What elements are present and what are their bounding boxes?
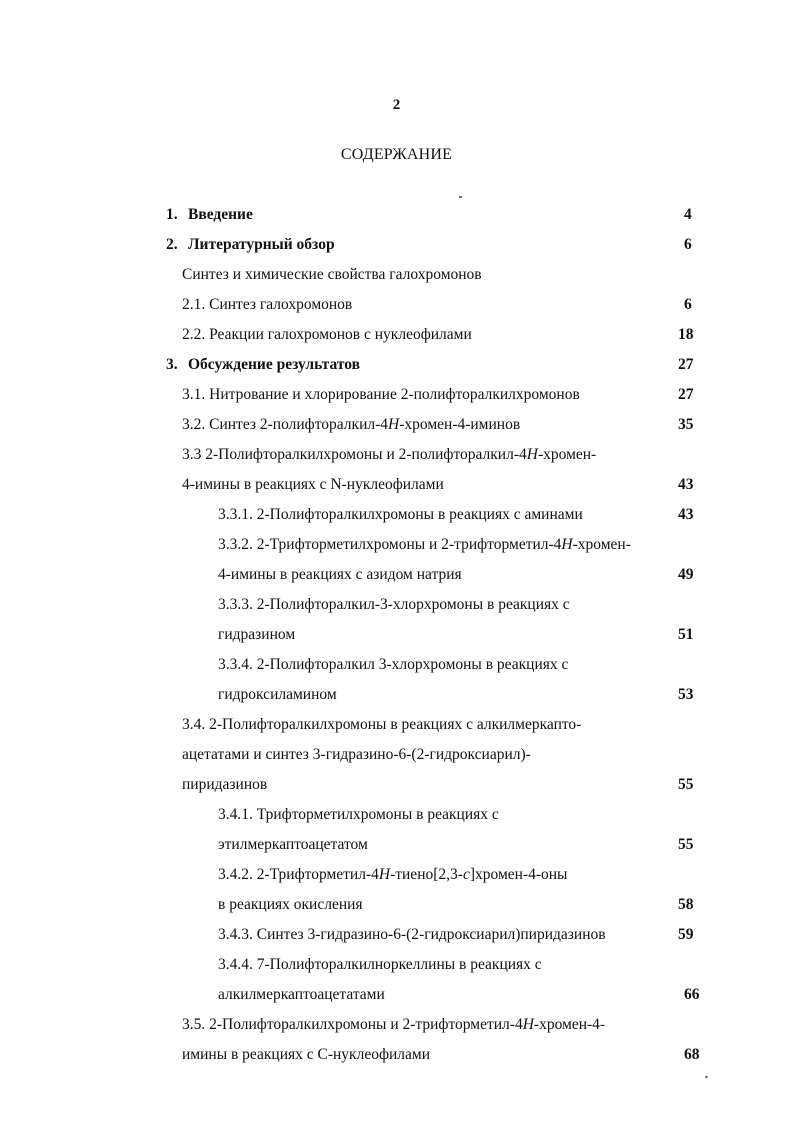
toc-entry-3-page: 27 — [678, 356, 694, 373]
toc-entry-3-4-page: 55 — [678, 776, 694, 793]
toc-entry-1 — [166, 206, 253, 224]
toc-entry-3-number: 3. — [166, 356, 178, 373]
toc-entry-3-2-text-b: -хромен-4-иминов — [399, 416, 521, 433]
toc-entry-3-2-italic: H — [388, 416, 400, 433]
toc-entry-3-5-italic: H — [522, 1016, 534, 1033]
toc-entry-3-3-4-line2: гидроксиламином — [218, 686, 337, 703]
toc-entry-3-3-4-page: 53 — [678, 686, 694, 703]
toc-entry-3-3-1: 3.3.1. 2-Полифторалкилхромоны в реакциях с аминами — [218, 506, 583, 523]
toc-entry-3-4-4-line1: 3.4.4. 7-Полифторалкилноркеллины в реакциях с — [218, 956, 542, 973]
toc-entry-3-5-page: 68 — [684, 1046, 700, 1063]
toc-entry-3-4-line2: ацетатами и синтез 3-гидразино-6-(2-гидроксиарил)- — [182, 746, 531, 763]
toc-entry-2-1-page: 6 — [684, 296, 692, 313]
toc-entry-3-3-2-text-b: -хромен- — [572, 536, 631, 553]
toc-entry-3-4-2-italic-1: H — [378, 866, 391, 883]
toc-entry-2-2: 2.2. Реакции галохромонов с нуклеофилами — [182, 326, 472, 343]
toc-entry-3-3-3-line1: 3.3.3. 2-Полифторалкил-3-хлорхромоны в реакциях с — [218, 596, 570, 613]
toc-entry-3-4-1-line2: этилмеркаптоацетатом — [218, 836, 368, 853]
toc-entry-2-2-page: 18 — [678, 326, 694, 343]
toc-entry-3-4-2-line2: в реакциях окисления — [218, 896, 363, 913]
toc-entry-3-3-line2: 4-имины в реакциях с N-нуклеофилами — [182, 476, 444, 493]
toc-entry-3-4-1-page: 55 — [678, 836, 694, 853]
toc-entry-3-4-2-italic-2: c — [462, 866, 470, 883]
toc-entry-2-number: 2. — [166, 236, 178, 253]
toc-entry-3-4-4-line2: алкилмеркаптоацетатами — [218, 986, 385, 1003]
toc-entry-3-3-3-line2: гидразином — [218, 626, 296, 643]
toc-entry-2-subtitle: Синтез и химические свойства галохромонов — [182, 266, 482, 283]
toc-entry-3-4-line3: пиридазинов — [182, 776, 268, 793]
scan-speck — [459, 196, 462, 198]
toc-entry-3-3-text-b: -хромен- — [537, 446, 597, 463]
toc-entry-2-1: 2.1. Синтез галохромонов — [182, 296, 353, 313]
toc-entry-2-page: 6 — [684, 236, 692, 253]
toc-entry-3-3-4-line1: 3.3.4. 2-Полифторалкил 3-хлорхромоны в реакциях с — [218, 656, 569, 673]
toc-entry-3-1-page: 27 — [678, 386, 694, 403]
toc-entry-3-4-2-line1 — [218, 866, 567, 884]
toc-entry-3-4-2-text-a: 3.4.2. 2-Трифторметил-4 — [218, 866, 379, 883]
toc-entry-3-2-page: 35 — [678, 416, 694, 433]
toc-entry-3-3-2-text-a: 3.3.2. 2-Трифторметилхромоны и 2-трифторметил-4 — [218, 536, 562, 553]
toc-entry-3-2-text-a: 3.2. Синтез 2-полифторалкил-4 — [182, 416, 389, 433]
toc-entry-3-3-text-a: 3.3 2-Полифторалкилхромоны и 2-полифторалкил-4 — [182, 446, 527, 463]
toc-entry-3-4-2-page: 58 — [678, 896, 694, 913]
toc-entry-3-4-line1: 3.4. 2-Полифторалкилхромоны в реакциях с алкилмеркапто- — [182, 716, 582, 733]
toc-entry-3-3-italic: H — [526, 446, 538, 463]
toc-entry-3-4-3-page: 59 — [678, 926, 694, 943]
toc-entry-3-title: Обсуждение результатов — [188, 356, 360, 373]
toc-entry-2-title: Литературный обзор — [188, 236, 335, 253]
toc-entry-3-4-2-text-c: ]хромен-4-оны — [469, 866, 568, 883]
toc-entry-2 — [166, 236, 335, 254]
page-number: 2 — [392, 97, 401, 113]
toc-entry-1-title: Введение — [188, 206, 253, 223]
toc-entry-3-4-4-page: 66 — [684, 986, 700, 1003]
toc-entry-3-1: 3.1. Нитрование и хлорирование 2-полифторалкилхромонов — [182, 386, 580, 403]
scan-speck — [705, 1075, 709, 1078]
toc-entry-3-5-text-a: 3.5. 2-Полифторалкилхромоны и 2-трифторметил-4 — [182, 1016, 523, 1033]
toc-entry-3-5-line1 — [182, 1016, 605, 1034]
toc-entry-3-3-2-line1 — [218, 536, 631, 554]
toc-entry-3-3-2-line2: 4-имины в реакциях с азидом натрия — [218, 566, 462, 583]
toc-entry-3 — [166, 356, 360, 374]
toc-entry-1-page: 4 — [684, 206, 692, 223]
toc-entry-3-3-page: 43 — [678, 476, 694, 493]
toc-entry-3-4-1-line1: 3.4.1. Трифторметилхромоны в реакциях с — [218, 806, 499, 823]
toc-entry-3-2 — [182, 416, 520, 434]
toc-entry-3-3-2-italic: H — [561, 536, 573, 553]
toc-entry-3-5-text-b: -хромен-4- — [533, 1016, 606, 1033]
toc-entry-3-4-3: 3.4.3. Синтез 3-гидразино-6-(2-гидроксиарил)пиридазинов — [218, 926, 606, 943]
toc-entry-3-3-3-page: 51 — [678, 626, 694, 643]
toc-entry-3-5-line2: имины в реакциях с С-нуклеофилами — [182, 1046, 430, 1063]
toc-entry-3-4-2-text-b: -тиено[2,3- — [390, 866, 463, 883]
page-title: СОДЕРЖАНИЕ — [340, 146, 453, 163]
toc-entry-1-number: 1. — [166, 206, 178, 223]
toc-entry-3-3-line1 — [182, 446, 596, 464]
toc-entry-3-3-2-page: 49 — [678, 566, 694, 583]
toc-entry-3-3-1-page: 43 — [678, 506, 694, 523]
